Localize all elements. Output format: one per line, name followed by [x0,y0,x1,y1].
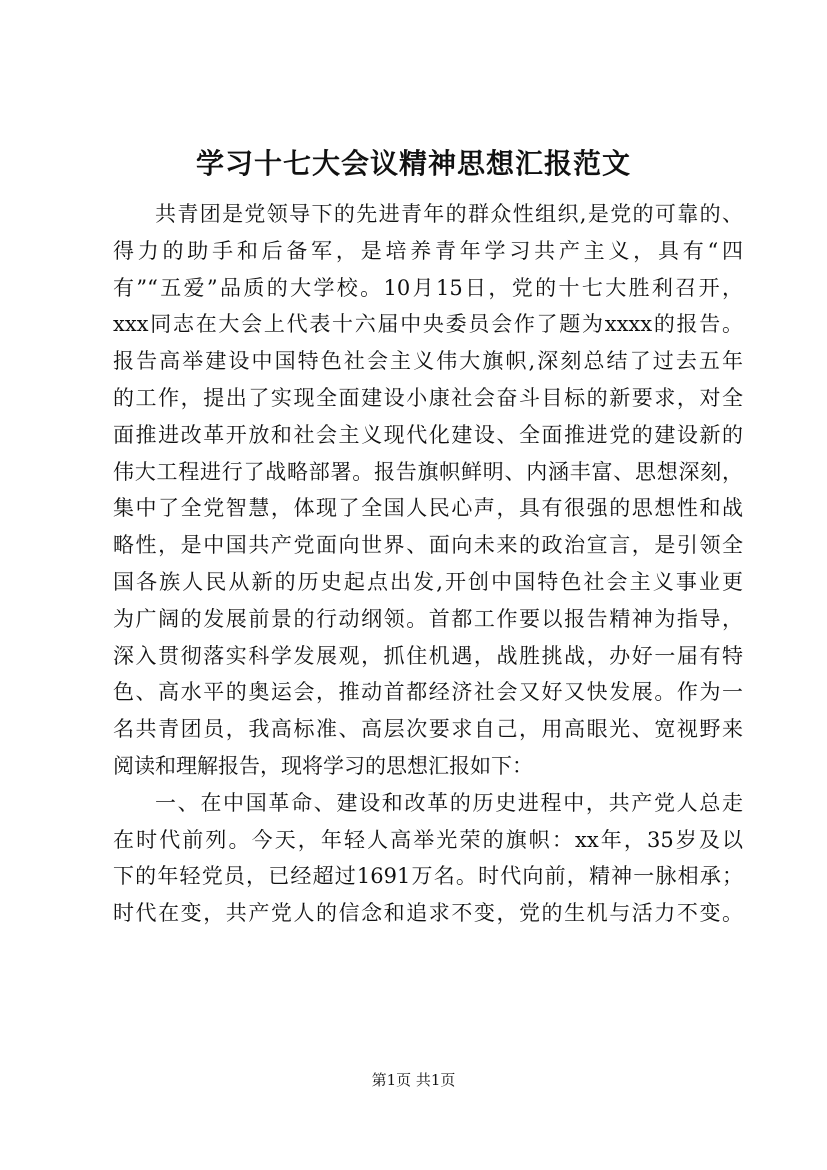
paragraph-line: xxx同志在大会上代表十六届中央委员会作了题为xxxx的报告。 [113,312,743,337]
paragraph-line: 国各族人民从新的历史起点出发,开创中国特色社会主义事业更 [113,569,743,594]
paragraph-line: 阅读和理解报告，现将学习的思想汇报如下： [113,753,533,778]
document-body [113,196,743,932]
paragraph-line: 报告高举建设中国特色社会主义伟大旗帜,深刻总结了过去五年 [113,349,743,374]
paragraph-line: 共青团是党领导下的先进青年的群众性组织,是党的可靠的、 [155,202,743,226]
paragraph-line: 略性，是中国共产党面向世界、面向未来的政治宣言，是引领全 [113,533,743,558]
paragraph-line: 得力的助手和后备军，是培养青年学习共产主义，具有“四 [113,238,743,263]
paragraph-line: 深入贯彻落实科学发展观，抓住机遇，战胜挑战，办好一届有特 [113,643,743,668]
paragraph-line: 伟大工程进行了战略部署。报告旗帜鲜明、内涵丰富、思想深刻， [113,459,743,484]
document-title: 学习十七大会议精神思想汇报范文 [195,147,631,180]
paragraph-line: 名共青团员，我高标准、高层次要求自己，用高眼光、宽视野来 [113,717,743,742]
paragraph-line: 有”“五爱”品质的大学校。10月15日，党的十七大胜利召开， [113,275,743,300]
paragraph-line: 的工作，提出了实现全面建设小康社会奋斗目标的新要求，对全 [113,385,743,410]
paragraph-line: 集中了全党智慧，体现了全国人民心声，具有很强的思想性和战 [113,496,743,521]
paragraph-line: 为广阔的发展前景的行动纲领。首都工作要以报告精神为指导， [113,606,743,631]
page-footer: 第1页 共1页 [371,1071,456,1089]
paragraph-line: 色、高水平的奥运会，推动首都经济社会又好又快发展。作为一 [113,680,743,705]
paragraph-line: 一、在中国革命、建设和改革的历史进程中，共产党人总走 [155,790,743,815]
paragraph-line: 时代在变，共产党人的信念和追求不变，党的生机与活力不变。 [113,901,743,926]
paragraph-line: 在时代前列。今天，年轻人高举光荣的旗帜：xx年，35岁及以 [113,827,743,852]
paragraph-line: 面推进改革开放和社会主义现代化建设、全面推进党的建设新的 [113,422,743,447]
paragraph-line: 下的年轻党员，已经超过1691万名。时代向前，精神一脉相承； [113,864,743,889]
